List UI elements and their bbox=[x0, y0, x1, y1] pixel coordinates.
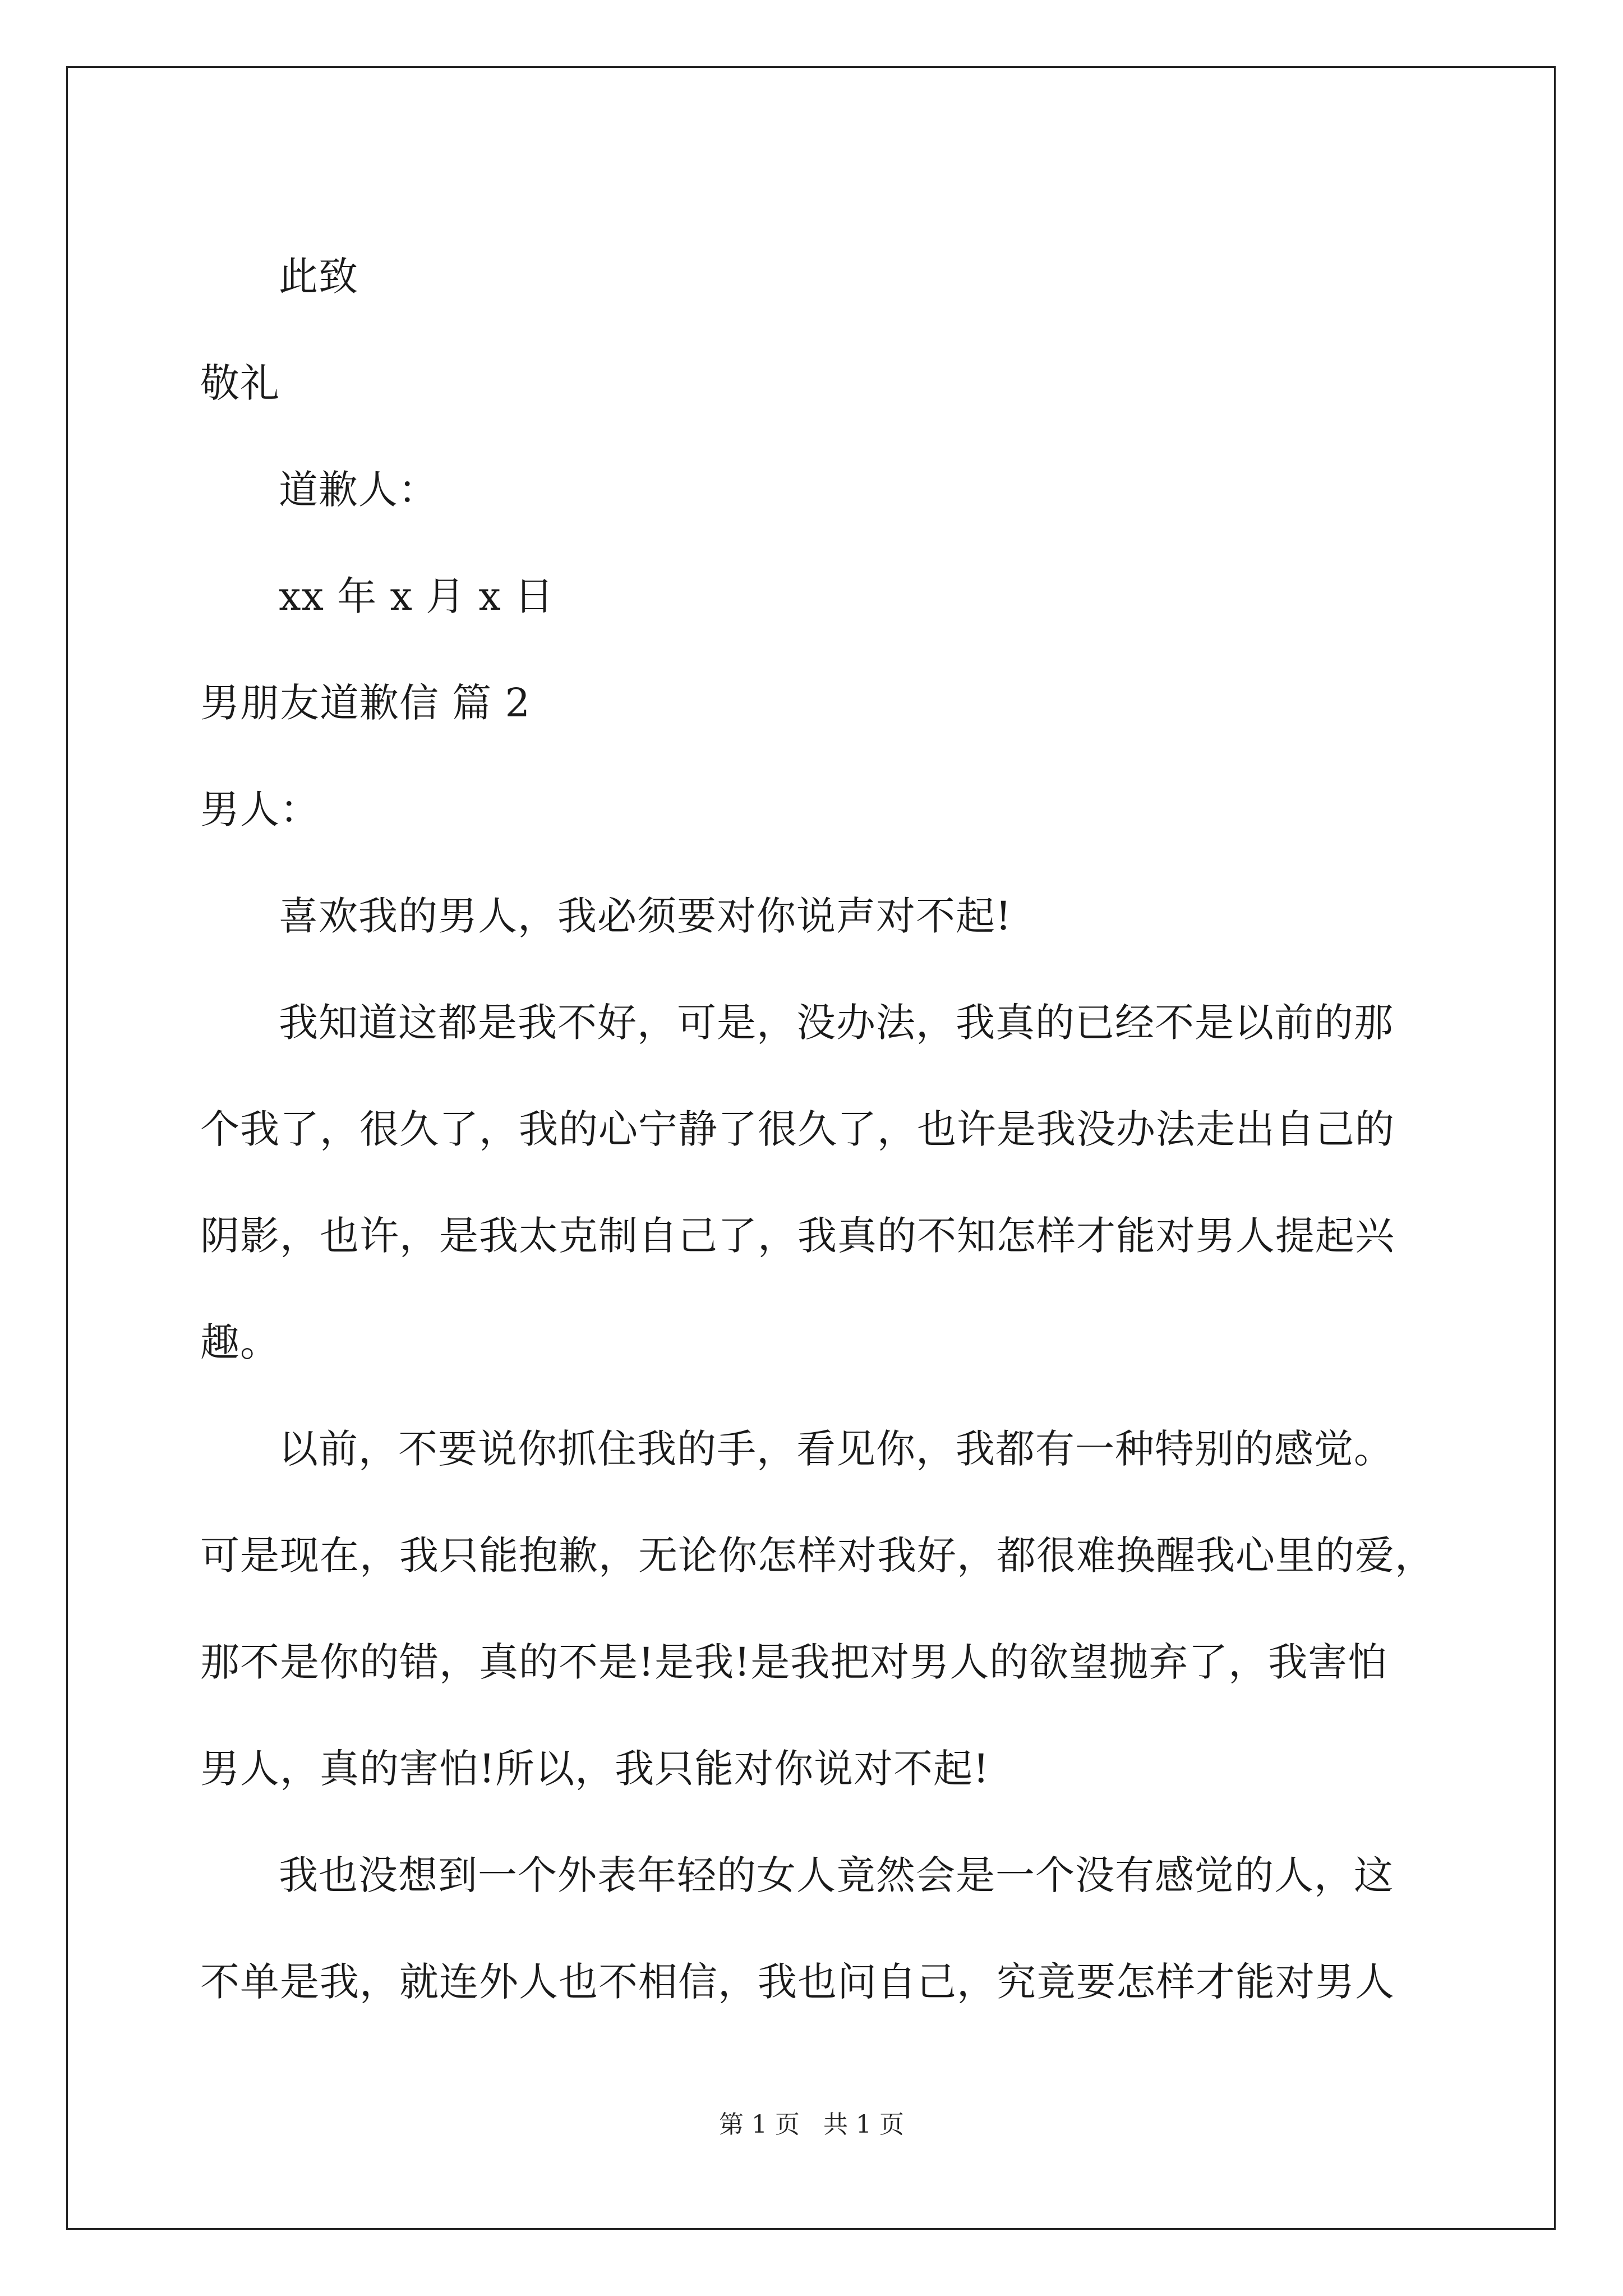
letter-body bbox=[200, 223, 1459, 2035]
paragraph-line: 趣。 bbox=[200, 1319, 280, 1365]
closing-line: 此致 bbox=[279, 254, 358, 300]
paragraph-line: 男人，真的害怕!所以，我只能对你说对不起! bbox=[200, 1746, 990, 1792]
paragraph-line: 个我了，很久了，我的心宁静了很久了，也许是我没办法走出自己的 bbox=[200, 1106, 1395, 1152]
page-footer: 第 1 页 共 1 页 bbox=[719, 2110, 904, 2139]
paragraph-line: 我也没想到一个外表年轻的女人竟然会是一个没有感觉的人，这 bbox=[279, 1852, 1394, 1898]
paragraph-line: 不单是我，就连外人也不相信，我也问自己，究竟要怎样才能对男人 bbox=[200, 1959, 1395, 2005]
paragraph-line: 我知道这都是我不好，可是，没办法，我真的已经不是以前的那 bbox=[279, 1000, 1394, 1046]
section-title: 男朋友道歉信 篇 2 bbox=[200, 680, 531, 726]
paragraph-line: 阴影，也许，是我太克制自己了，我真的不知怎样才能对男人提起兴 bbox=[200, 1213, 1395, 1259]
signature-label: 道歉人： bbox=[279, 467, 438, 513]
date-line: xx 年 x 月 x 日 bbox=[279, 573, 555, 619]
paragraph-line: 那不是你的错，真的不是!是我!是我把对男人的欲望抛弃了，我害怕 bbox=[200, 1639, 1388, 1685]
salutation-line: 敬礼 bbox=[200, 360, 280, 406]
paragraph-line: 以前，不要说你抓住我的手，看见你，我都有一种特别的感觉。 bbox=[279, 1426, 1394, 1472]
greeting-line: 男人： bbox=[200, 786, 320, 832]
paragraph-line: 喜欢我的男人，我必须要对你说声对不起! bbox=[279, 893, 1012, 939]
paragraph-line: 可是现在，我只能抱歉，无论你怎样对我好，都很难换醒我心里的爱， bbox=[200, 1533, 1435, 1579]
